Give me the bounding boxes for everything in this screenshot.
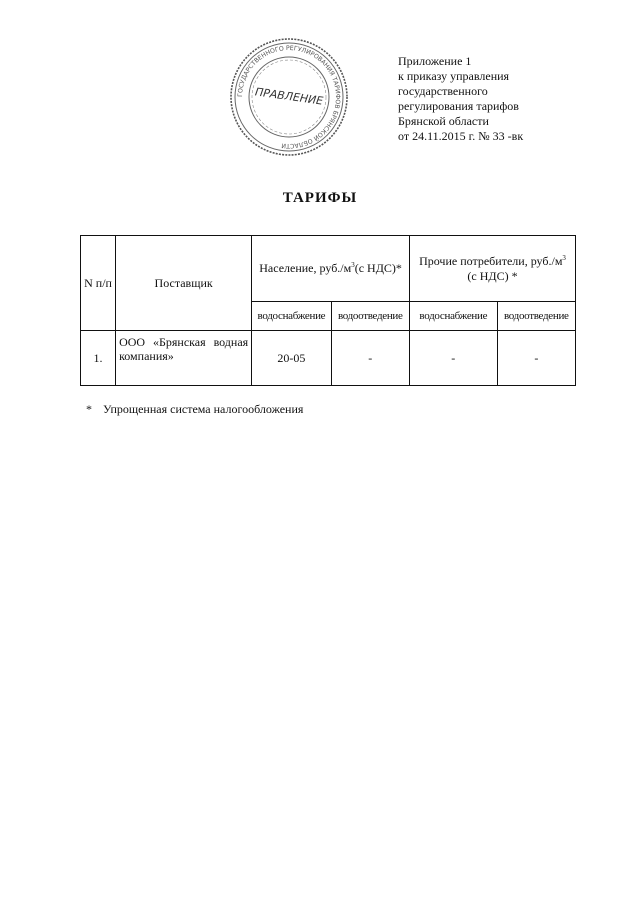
table-row (81, 331, 576, 386)
appendix-header (398, 54, 598, 144)
header-supplier: Поставщик (116, 236, 252, 331)
appendix-line: к приказу управления (398, 69, 510, 83)
tariffs-table (80, 235, 576, 386)
appendix-line: Приложение 1 (398, 54, 472, 68)
header-other-consumers: Прочие потребители, $руб./м^3$ (с НДС) * (409, 236, 575, 302)
stamp-seal-icon (228, 36, 350, 158)
subheader-water-supply: водоснабжение (252, 302, 331, 331)
appendix-line: регулирования тарифов (398, 99, 519, 113)
header-num: N п/п (81, 236, 116, 331)
official-stamp (228, 36, 350, 158)
subheader-water-disposal: водоотведение (331, 302, 409, 331)
table-header-row (81, 236, 576, 302)
footnote (86, 402, 303, 417)
appendix-line: Брянской области (398, 114, 489, 128)
cell-supplier: ООО «Брянская водная компания» (116, 331, 252, 386)
header-population: Население, $руб./м^3(с$ НДС)* (252, 236, 410, 302)
cell-value: - (497, 331, 575, 386)
subheader-water-supply: водоснабжение (409, 302, 497, 331)
subheader-water-disposal: водоотведение (497, 302, 575, 331)
cell-value: - (331, 331, 409, 386)
document-title: ТАРИФЫ (282, 190, 358, 206)
stamp-ring-text: ГОСУДАРСТВЕННОГО РЕГУЛИРОВАНИЯ ТАРИФОВ БРЯНСКОЙ ОБЛАСТИ (236, 44, 342, 150)
footnote-text: Упрощенная система налогообложения (103, 402, 304, 416)
stamp-center-text: ПРАВЛЕНИЕ (254, 85, 324, 108)
cell-value: - (409, 331, 497, 386)
cell-num: 1. (81, 331, 116, 386)
appendix-line: от 24.11.2015 г. № 33 -вк (398, 129, 524, 143)
appendix-line: государственного (398, 84, 488, 98)
footnote-mark: * (86, 402, 92, 416)
cell-value: 20-05 (252, 331, 331, 386)
